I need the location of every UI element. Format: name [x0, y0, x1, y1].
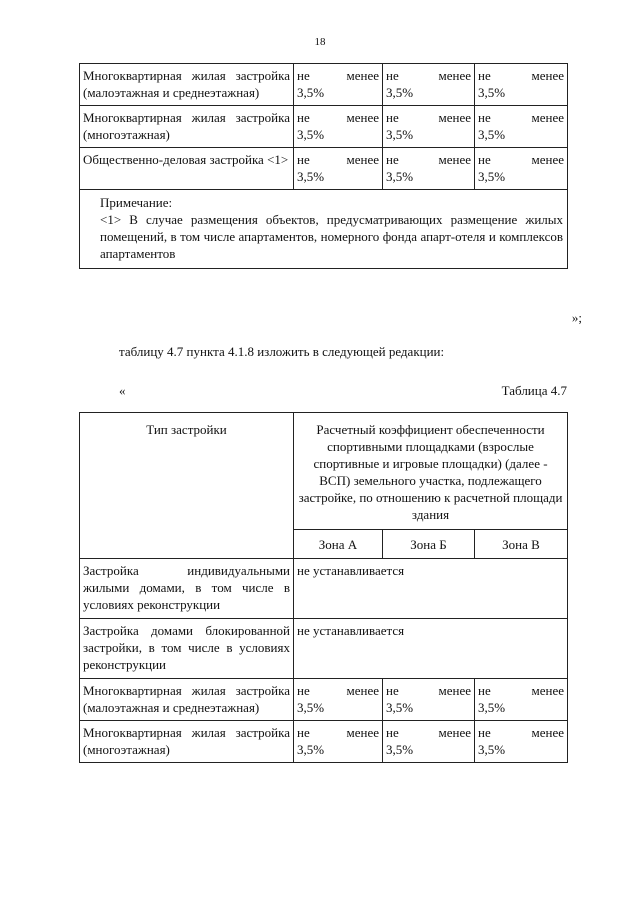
page-number: 18 — [314, 36, 326, 48]
zone-c-value: не менее 3,5% — [475, 106, 568, 148]
table-note — [80, 190, 568, 269]
opening-quote: « — [119, 383, 126, 398]
zone-a-value: не менее 3,5% — [294, 721, 383, 763]
row-value: не устанавливается — [294, 619, 568, 679]
table-row — [80, 679, 568, 721]
zone-c-value: не менее 3,5% — [475, 148, 568, 190]
note-row — [80, 190, 568, 269]
zone-b-value: не менее 3,5% — [383, 64, 475, 106]
table-row — [80, 106, 568, 148]
header-row — [80, 413, 568, 530]
instruction-text: таблицу 4.7 пункта 4.1.8 изложить в следующей редакции: — [119, 344, 445, 359]
zone-b-value: не менее 3,5% — [383, 679, 475, 721]
zone-c-header: Зона В — [475, 530, 568, 559]
header-type: Тип застройки — [80, 413, 294, 559]
zone-a-value: не менее 3,5% — [294, 106, 383, 148]
closing-quote: »; — [571, 310, 582, 325]
zone-b-value: не менее 3,5% — [383, 721, 475, 763]
table-row — [80, 721, 568, 763]
row-value: не устанавливается — [294, 559, 568, 619]
table-4-7 — [79, 412, 568, 763]
table-continuation — [79, 63, 568, 269]
table-row — [80, 559, 568, 619]
row-type: Общественно-деловая застройка <1> — [80, 148, 294, 190]
zone-a-header: Зона А — [294, 530, 383, 559]
table-title: Таблица 4.7 — [501, 383, 567, 398]
zone-c-value: не менее 3,5% — [475, 679, 568, 721]
table-row — [80, 64, 568, 106]
zone-c-value: не менее 3,5% — [475, 721, 568, 763]
row-type: Многоквартирная жилая застройка (малоэтажная и среднеэтажная) — [80, 679, 294, 721]
row-type: Многоквартирная жилая застройка (малоэтажная и среднеэтажная) — [80, 64, 294, 106]
table-row — [80, 619, 568, 679]
table-row — [80, 148, 568, 190]
zone-a-value: не менее 3,5% — [294, 679, 383, 721]
note-title: Примечание: — [100, 195, 173, 210]
zone-b-value: не менее 3,5% — [383, 148, 475, 190]
header-coefficient: Расчетный коэффициент обеспеченности спортивными площадками (взрослые спортивные и игровые площадки) (далее - ВСП) земельного участка, подлежащего застройке, по отношению к расчетной площади здания — [294, 413, 568, 530]
row-type: Застройка домами блокированной застройки, в том числе в условиях реконструкции — [80, 619, 294, 679]
zone-c-value: не менее 3,5% — [475, 64, 568, 106]
zone-b-header: Зона Б — [383, 530, 475, 559]
row-type: Многоквартирная жилая застройка (многоэтажная) — [80, 721, 294, 763]
row-type: Многоквартирная жилая застройка (многоэтажная) — [80, 106, 294, 148]
zone-b-value: не менее 3,5% — [383, 106, 475, 148]
note-text: <1> В случае размещения объектов, предусматривающих размещение жилых помещений, в том числе апартаментов, номерного фонда апарт-отеля и комплексов апартаментов — [100, 212, 563, 261]
zone-a-value: не менее 3,5% — [294, 148, 383, 190]
zone-a-value: не менее 3,5% — [294, 64, 383, 106]
row-type: Застройка индивидуальными жилыми домами, в том числе в условиях реконструкции — [80, 559, 294, 619]
